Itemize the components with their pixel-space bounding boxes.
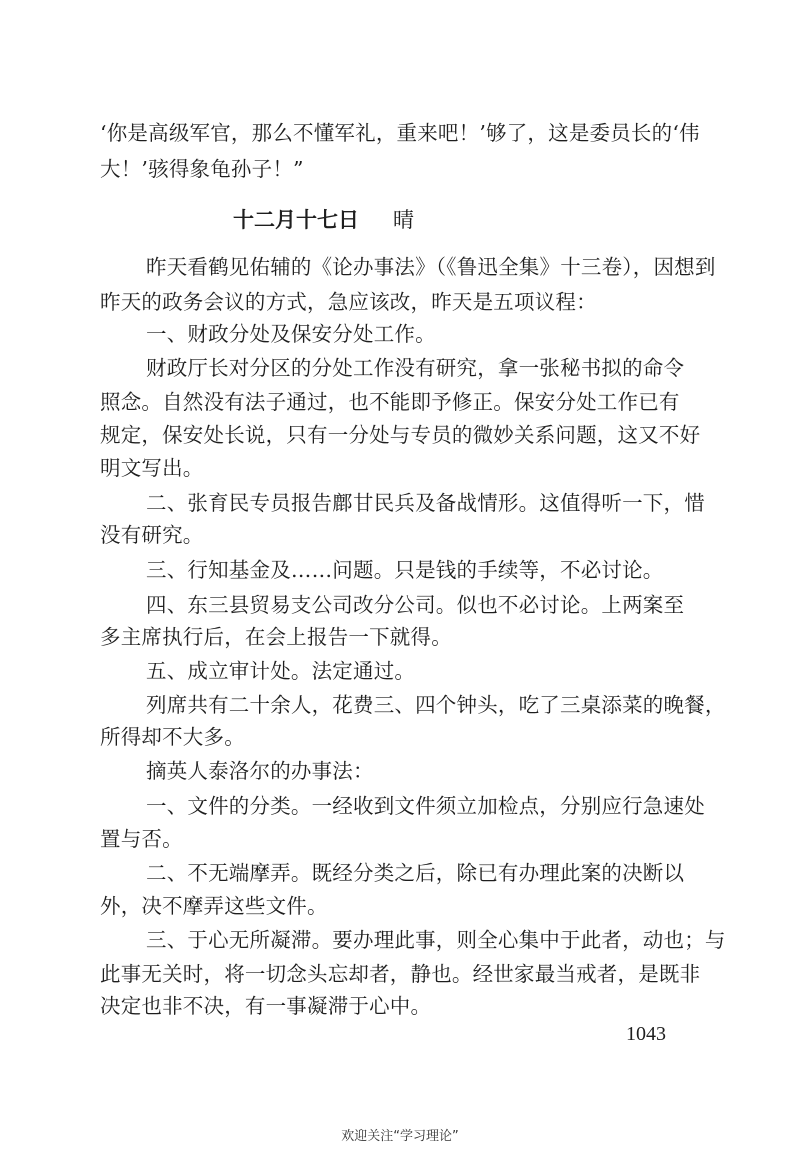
text-line: 规定，保安处长说，只有一分处与专员的微妙关系问题，这又不好 [100, 423, 701, 447]
text-line: 财政厅长对分区的分处工作没有研究，拿一张秘书拟的命令 [146, 356, 685, 380]
text-line: 置与否。 [100, 827, 183, 851]
diary-date-heading [233, 204, 414, 236]
footer-note: 欢迎关注“学习理论” [341, 1129, 459, 1144]
diary-date: 十二月十七日 [233, 207, 359, 232]
text-line: 二、张育民专员报告鄜甘民兵及备战情形。这值得听一下，惜 [146, 491, 705, 515]
text-line: 一、财政分处及保安分处工作。 [146, 322, 436, 346]
text-line: 四、东三县贸易支公司改分公司。似也不必讨论。上两案至 [146, 593, 685, 617]
text-line: 昨天看鹤见佑辅的《论办事法》（《鲁迅全集》十三卷），因想到 [146, 255, 716, 279]
text-line: 照念。自然没有法子通过，也不能即予修正。保安分处工作已有 [100, 390, 680, 414]
text-line: 决定也非不决，有一事凝滞于心中。 [100, 994, 432, 1018]
text-line: 此事无关时，将一切念头忘却者，静也。经世家最当戒者，是既非 [100, 962, 701, 986]
text-line: ‘你是高级军官，那么不懂军礼，重来吧！’够了，这是委员长的‘伟 [100, 121, 700, 145]
text-line: 一、文件的分类。一经收到文件须立加检点，分别应行急速处 [146, 794, 705, 818]
diary-weather: 晴 [393, 208, 414, 232]
text-line: 所得却不大多。 [100, 725, 245, 749]
text-line: 三、行知基金及……问题。只是钱的手续等，不必讨论。 [146, 558, 664, 582]
text-line: 二、不无端摩弄。既经分类之后，除已有办理此案的决断以 [146, 861, 685, 885]
page-number: 1043 [626, 1023, 666, 1045]
text-line: 明文写出。 [100, 456, 204, 480]
text-line: 五、成立审计处。法定通过。 [146, 659, 416, 683]
text-line: 没有研究。 [100, 523, 204, 547]
text-line: 大！’骇得象龟孙子！” [100, 157, 304, 181]
text-line: 多主席执行后，在会上报告一下就得。 [100, 625, 452, 649]
text-line: 列席共有二十余人，花费三、四个钟头，吃了三桌添菜的晚餐， [146, 693, 726, 717]
text-line: 外，决不摩弄这些文件。 [100, 894, 328, 918]
text-line: 三、于心无所凝滞。要办理此事，则全心集中于此者，动也；与 [146, 928, 726, 952]
text-line: 昨天的政务会议的方式，急应该改，昨天是五项议程： [100, 290, 597, 314]
text-line: 摘英人泰洛尔的办事法： [146, 759, 374, 783]
